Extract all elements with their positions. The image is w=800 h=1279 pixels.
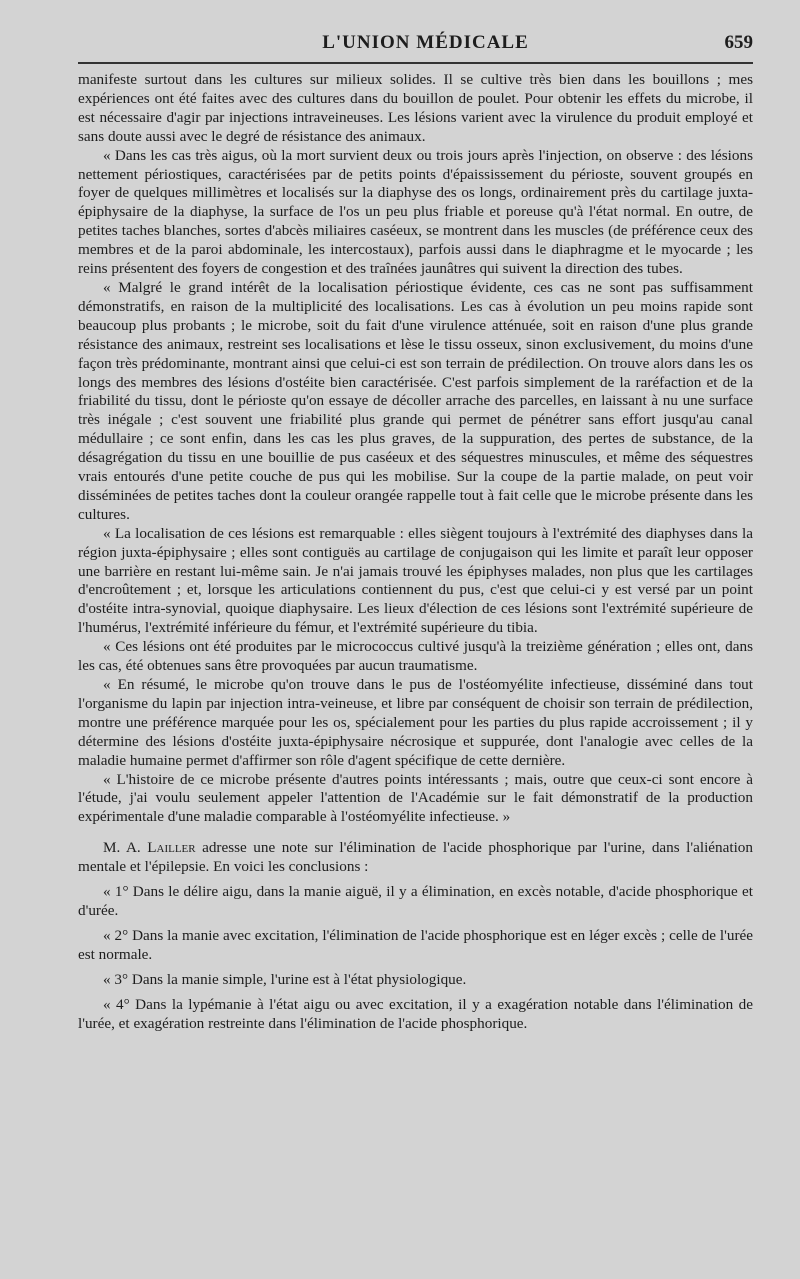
paragraph: « En résumé, le microbe qu'on trouve dans le pus de l'ostéomyélite infectieuse, disséminé dans tout l'organisme du lapin par injection intra-veineuse, et libre par conséquent de choisir son terrain de prédilection, montre une préférence marquée pour les os, spécialement pour les parties du plus rapide accroissement ; il y détermine des lésions d'ostéite juxta-épiphysaire nécrosique et suppurée, dont l'analogie avec celles de la maladie humaine permet d'affirmer son rôle d'agent spécifique de cette dernière.	[78, 676, 753, 769]
conclusion-item: « 4° Dans la lypémanie à l'état aigu ou avec excitation, il y a exagération notable dans l'élimination de l'urée, et exagération restreinte dans l'élimination de l'acide phosphorique.	[78, 995, 753, 1032]
page-number: 659	[724, 32, 753, 53]
paragraph: « Malgré le grand intérêt de la localisation périostique évidente, ces cas ne sont pas suffisamment démonstratifs, en raison de la multiplicité des localisations. Les cas à évolution un peu moins rapide sont beaucoup plus probants ; le microbe, soit du fait d'une virulence atténuée, soit en raison d'une plus grande résistance des animaux, restreint ses localisations et lèse le tissu osseux, sinon exclusivement, du moins d'une façon très prédominante, montrant ainsi que celui-ci est son terrain de prédilection. On trouve alors dans les os longs des membres des lésions d'ostéite bien caractérisée. C'est parfois simplement de la raréfaction et de la friabilité du tissu, dont le périoste qu'on essaye de décoller arrache des parcelles, en laissant à nu une surface très inégale ; c'est souvent une friabilité plus grande qui permet de pénétrer sans effort jusqu'au canal médullaire ; ce sont enfin, dans les cas les plus graves, de la suppuration, des pertes de substance, de la désagrégation du tissu en une bouillie de pus caséeux et des séquestres minuscules, et même des séquestres vrais entourés d'une petite couche de pus qui les mobilise. Sur la coupe de la partie malade, on peut voir disséminées de petites taches dont la couleur orangée rappelle tout à fait celle que le microbe présente dans les cultures.	[78, 278, 753, 523]
running-title: L'UNION MÉDICALE	[322, 32, 529, 53]
article-body	[78, 58, 753, 1033]
author-name: Lailler	[147, 839, 196, 857]
conclusion-item: « 1° Dans le délire aigu, dans la manie aiguë, il y a élimination, en excès notable, d'acide phosphorique et d'urée.	[78, 883, 753, 919]
paragraph: « Dans les cas très aigus, où la mort survient deux ou trois jours après l'injection, on observe : des lésions nettement périostiques, caractérisées par de petits points d'épaississement du périoste, souvent groupés en foyer de quelques millimètres et localisés sur la diaphyse des os longs, ordinairement près du cartilage juxta-épiphysaire de la diaphyse, la surface de l'os un peu plus friable et poreuse qu'à l'état normal. En outre, de petites taches blanches, sortes d'abcès miliaires caséeux, se montrent dans les muscles (de préférence ceux des membres et de la paroi abdominale, les intercostaux), parfois aussi dans le diaphragme et le myocarde ; les reins présentent des foyers de congestion et des traînées jaunâtres qui suivent la direction des tubes.	[78, 146, 753, 278]
page-header	[78, 0, 753, 58]
section-text: adresse une note sur l'élimination de l'acide phosphorique par l'urine, dans l'aliénation mentale et l'épilepsie. En voici les conclusions :	[78, 839, 753, 876]
section-paragraph	[78, 839, 753, 877]
paragraph: « Ces lésions ont été produites par le micrococcus cultivé jusqu'à la treizième génération ; elles ont, dans les cas, été obtenues sans être provoquées par aucun traumatisme.	[78, 638, 753, 675]
section-prefix: M. A.	[103, 839, 148, 857]
paragraph: « La localisation de ces lésions est remarquable : elles siègent toujours à l'extrémité des diaphyses dans la région juxta-épiphysaire ; elles sont contiguës au cartilage de conjugaison qui les limite et paraît leur opposer une barrière en restant lui-même sain. Je n'ai jamais trouvé les épiphyses malades, non plus que les cartilages d'encroûtement ; et, lorsque les articulations contiennent du pus, c'est que celui-ci y est versé par un point d'ostéite intra-synovial, quoique diaphysaire. Les lieux d'élection de ces lésions sont l'extrémité supérieure de l'humérus, l'extrémité inférieure du fémur, et l'extrémité supérieure du tibia.	[78, 524, 753, 637]
conclusion-item: « 2° Dans la manie avec excitation, l'élimination de l'acide phosphorique est en léger excès ; celle de l'urée est normale.	[78, 926, 753, 963]
header-rule	[78, 62, 753, 64]
conclusion-item: « 3° Dans la manie simple, l'urine est à l'état physiologique.	[103, 970, 467, 988]
paragraph: « L'histoire de ce microbe présente d'autres points intéressants ; mais, outre que ceux-ci sont encore à l'étude, j'ai voulu seulement appeler l'attention de l'Académie sur le fait démonstratif de la production expérimentale d'une maladie comparable à l'ostéomyélite infectieuse. »	[78, 770, 753, 826]
paragraph: manifeste surtout dans les cultures sur milieux solides. Il se cultive très bien dans les bouillons ; mes expériences ont été faites avec des cultures dans du bouillon de poulet. Pour obtenir les effets du microbe, il est nécessaire d'agir par injections intraveineuses. Les lésions varient avec la virulence du produit employé et sans doute aussi avec le degré de résistance des animaux.	[78, 71, 753, 145]
